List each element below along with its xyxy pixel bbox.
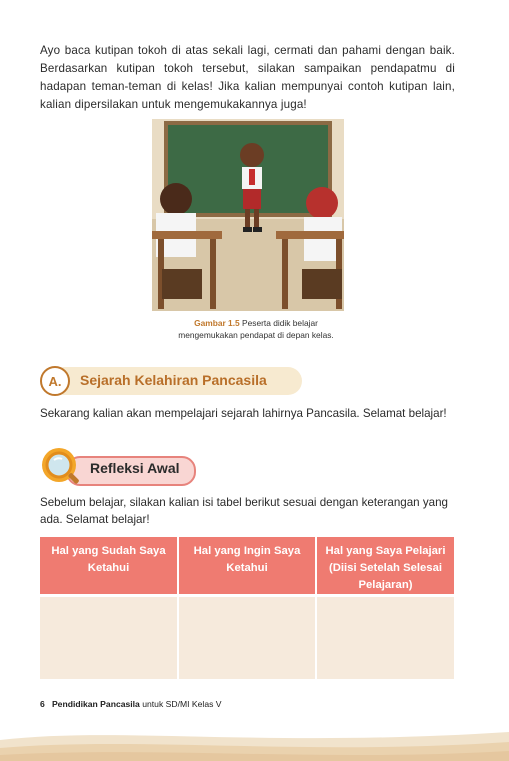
section-heading [40, 366, 302, 396]
figure-label: Gambar 1.5 [194, 318, 240, 328]
reflection-table [40, 537, 454, 679]
intro-paragraph: Ayo baca kutipan tokoh di atas sekali lagi, cermati dan pahami dengan baik. Berdasarkan kutipan tokoh tersebut, silakan sampaikan pendapatmu di hadapan teman-teman di kelas! Jika kalian mempunyai contoh kutipan lain, kalian dipersilakan untuk mengemukakannya juga! [40, 44, 455, 111]
section-letter: A. [40, 366, 70, 396]
table-header-cell: Hal yang Saya Pelajari (Diisi Setelah Selesai Pelajaran) [316, 537, 454, 596]
table-cell[interactable] [178, 596, 316, 680]
section-title: Sejarah Kelahiran Pancasila [80, 372, 267, 388]
section-paragraph: Sekarang kalian akan mempelajari sejarah lahirnya Pancasila. Selamat belajar! [40, 407, 447, 420]
figure-caption [100, 317, 412, 341]
table-header-cell: Hal yang Sudah Saya Ketahui [40, 537, 178, 596]
refleksi-title: Refleksi Awal [90, 460, 180, 476]
instruction-paragraph: Sebelum belajar, silakan kalian isi tabel berikut sesuai dengan keterangan yang ada. Selamat belajar! [40, 496, 448, 526]
table-cell[interactable] [40, 596, 178, 680]
book-subtitle: untuk SD/MI Kelas V [139, 699, 222, 709]
table-header-row [40, 537, 454, 596]
classroom-illustration [152, 119, 344, 311]
table-header-cell: Hal yang Ingin Saya Ketahui [178, 537, 316, 596]
footer-wave [0, 718, 509, 761]
page-footer [40, 699, 222, 709]
table-cell[interactable] [316, 596, 454, 680]
book-title: Pendidikan Pancasila [51, 699, 140, 709]
table-row [40, 596, 454, 680]
refleksi-heading [40, 446, 200, 488]
page-number: 6 [40, 699, 45, 709]
magnifier-icon [40, 446, 82, 488]
caption-line1: Peserta didik belajar [239, 318, 318, 328]
caption-line2: mengemukakan pendapat di depan kelas. [178, 330, 334, 340]
